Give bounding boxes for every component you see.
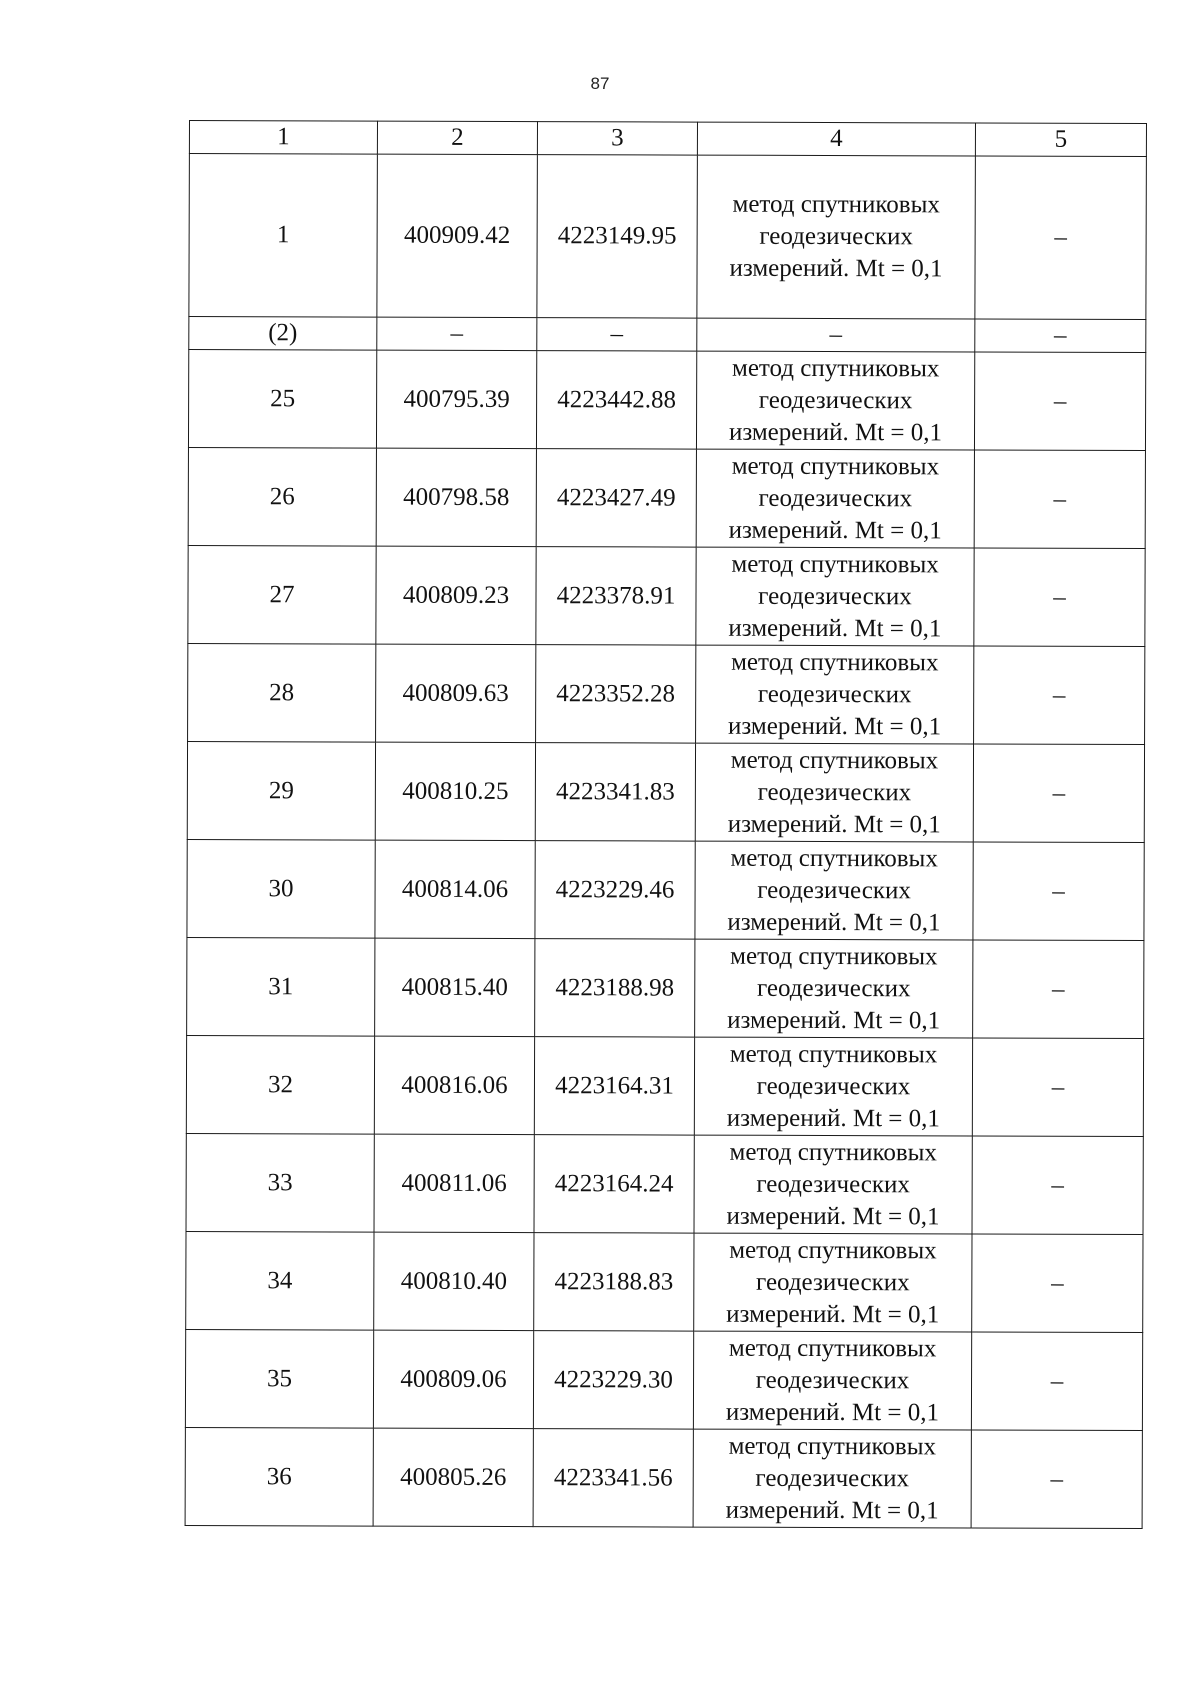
y-coordinate-cell: 4223427.49: [536, 449, 696, 548]
x-coordinate-cell: 400809.63: [376, 644, 536, 743]
note-cell: –: [974, 352, 1145, 451]
method-cell: [696, 449, 974, 548]
table-row: [187, 839, 1144, 940]
note-cell: –: [973, 842, 1144, 941]
method-line: метод спутниковых: [731, 550, 939, 578]
table-row: [188, 643, 1145, 744]
y-coordinate-cell: 4223164.31: [534, 1037, 694, 1136]
method-cell: [694, 1037, 972, 1136]
column-header-3: 3: [537, 122, 697, 156]
method-line: измерений. Mt = 0,1: [728, 418, 943, 446]
dash-cell: –: [975, 319, 1146, 353]
method-line: геодезических: [758, 386, 913, 414]
method-line: метод спутниковых: [728, 1334, 937, 1362]
table-row: [187, 741, 1144, 842]
note-cell: –: [973, 744, 1144, 843]
method-line: геодезических: [757, 680, 912, 708]
y-coordinate-cell: 4223341.83: [535, 743, 695, 842]
note-cell: –: [972, 1234, 1143, 1333]
table-row: [185, 1329, 1142, 1430]
point-number-cell: 36: [185, 1427, 373, 1526]
method-cell: [696, 547, 974, 646]
point-number-cell: 34: [186, 1231, 374, 1330]
column-header-1: 1: [189, 121, 377, 155]
method-line: метод спутниковых: [731, 452, 940, 480]
y-coordinate-cell: 4223352.28: [536, 645, 696, 744]
column-header-2: 2: [377, 121, 537, 155]
dash-cell: –: [697, 318, 975, 352]
y-coordinate-cell: 4223341.56: [533, 1429, 693, 1528]
method-cell: [695, 743, 973, 842]
y-coordinate-cell: 4223229.46: [535, 841, 695, 940]
method-line: геодезических: [757, 778, 912, 806]
method-line: метод спутниковых: [730, 942, 938, 970]
y-coordinate-cell: 4223378.91: [536, 547, 696, 646]
coordinates-table: [185, 120, 1147, 1529]
point-number-cell: 28: [188, 643, 376, 742]
x-coordinate-cell: 400816.06: [374, 1036, 534, 1135]
point-number-cell: 32: [186, 1035, 374, 1134]
method-line: измерений. Mt = 0,1: [728, 712, 942, 740]
x-coordinate-cell: 400798.58: [376, 448, 536, 547]
method-cell: [694, 1233, 972, 1332]
x-coordinate-cell: 400811.06: [374, 1134, 534, 1233]
note-cell: –: [974, 548, 1145, 647]
page-number: 87: [590, 74, 610, 93]
method-line: измерений. Mt = 0,1: [726, 1104, 940, 1132]
table-row: [186, 1035, 1143, 1136]
method-cell: [693, 1331, 971, 1430]
point-number-cell: 31: [187, 937, 375, 1036]
method-line: метод спутниковых: [731, 648, 939, 676]
table-row: [189, 154, 1147, 320]
method-line: измерений. Mt = 0,1: [727, 810, 941, 838]
method-line: метод спутниковых: [729, 1138, 938, 1166]
point-number-cell: 27: [188, 545, 376, 644]
method-line: измерений. Mt = 0,1: [725, 1496, 939, 1524]
method-line: геодезических: [759, 222, 913, 251]
y-coordinate-cell: 4223188.98: [535, 939, 695, 1038]
method-line: геодезических: [755, 1464, 910, 1492]
column-header-5: 5: [975, 123, 1146, 157]
method-line: геодезических: [757, 876, 911, 904]
y-coordinate-cell: 4223164.24: [534, 1135, 694, 1234]
table-row: [188, 350, 1145, 451]
note-cell: –: [973, 940, 1144, 1039]
x-coordinate-cell: 400809.06: [373, 1330, 533, 1429]
method-line: геодезических: [756, 974, 911, 1002]
method-line: геодезических: [756, 1170, 910, 1198]
method-line: измерений. Mt = 0,1: [726, 1202, 940, 1230]
y-coordinate-cell: 4223149.95: [537, 155, 698, 319]
point-number-cell: 35: [185, 1329, 373, 1428]
method-line: измерений. Mt = 0,1: [725, 1398, 940, 1426]
x-coordinate-cell: 400810.25: [375, 742, 535, 841]
method-cell: [693, 1429, 971, 1528]
note-cell: –: [971, 1430, 1142, 1529]
method-line: измерений. Mt = 0,1: [726, 1300, 940, 1328]
note-cell: –: [972, 1136, 1143, 1235]
point-number-cell: 30: [187, 839, 375, 938]
method-cell: [697, 155, 976, 319]
x-coordinate-cell: 400810.40: [374, 1232, 534, 1331]
method-line: геодезических: [758, 484, 913, 512]
method-line: метод спутниковых: [730, 844, 938, 872]
section-separator-row: [189, 317, 1146, 353]
method-line: метод спутниковых: [730, 746, 939, 774]
method-line: измерений. Mt = 0,1: [729, 254, 943, 283]
method-line: метод спутниковых: [728, 1432, 937, 1460]
note-cell: –: [974, 450, 1145, 549]
note-cell: –: [974, 646, 1145, 745]
method-line: метод спутниковых: [731, 354, 940, 382]
point-number-cell: 29: [187, 741, 375, 840]
y-coordinate-cell: 4223188.83: [534, 1233, 694, 1332]
x-coordinate-cell: 400795.39: [376, 350, 536, 449]
x-coordinate-cell: 400815.40: [375, 938, 535, 1037]
header-row: [189, 121, 1146, 157]
dash-cell: –: [377, 317, 537, 351]
note-cell: –: [971, 1332, 1142, 1431]
table-row: [187, 937, 1144, 1038]
method-line: измерений. Mt = 0,1: [727, 1006, 941, 1034]
x-coordinate-cell: 400814.06: [375, 840, 535, 939]
table-row: [188, 447, 1145, 548]
x-coordinate-cell: 400809.23: [376, 546, 536, 645]
point-number-cell: 33: [186, 1133, 374, 1232]
point-number-cell: 25: [188, 350, 376, 449]
method-line: измерений. Mt = 0,1: [727, 908, 941, 936]
table-body: [185, 121, 1146, 1529]
method-cell: [695, 841, 973, 940]
point-number-cell: 26: [188, 447, 376, 546]
note-cell: –: [972, 1038, 1143, 1137]
note-cell: –: [975, 156, 1147, 320]
table-row: [186, 1133, 1143, 1234]
method-line: геодезических: [755, 1366, 910, 1394]
method-cell: [696, 351, 974, 450]
method-line: метод спутниковых: [732, 190, 940, 219]
method-cell: [694, 1135, 972, 1234]
point-number-cell: 1: [189, 154, 378, 318]
table-row: [185, 1427, 1142, 1528]
method-line: измерений. Mt = 0,1: [728, 614, 942, 642]
method-line: измерений. Mt = 0,1: [728, 516, 942, 544]
contour-label-cell: (2): [189, 317, 377, 351]
table-row: [188, 545, 1145, 646]
method-line: геодезических: [756, 1268, 910, 1296]
method-cell: [696, 645, 974, 744]
y-coordinate-cell: 4223442.88: [536, 351, 696, 450]
method-line: метод спутниковых: [729, 1040, 938, 1068]
column-header-4: 4: [697, 122, 975, 156]
table-row: [186, 1231, 1143, 1332]
x-coordinate-cell: 400909.42: [377, 154, 538, 318]
x-coordinate-cell: 400805.26: [373, 1428, 533, 1527]
method-line: геодезических: [756, 1072, 911, 1100]
y-coordinate-cell: 4223229.30: [533, 1331, 693, 1430]
method-line: геодезических: [758, 582, 912, 610]
dash-cell: –: [537, 318, 697, 352]
method-line: метод спутниковых: [729, 1236, 937, 1264]
method-cell: [695, 939, 973, 1038]
